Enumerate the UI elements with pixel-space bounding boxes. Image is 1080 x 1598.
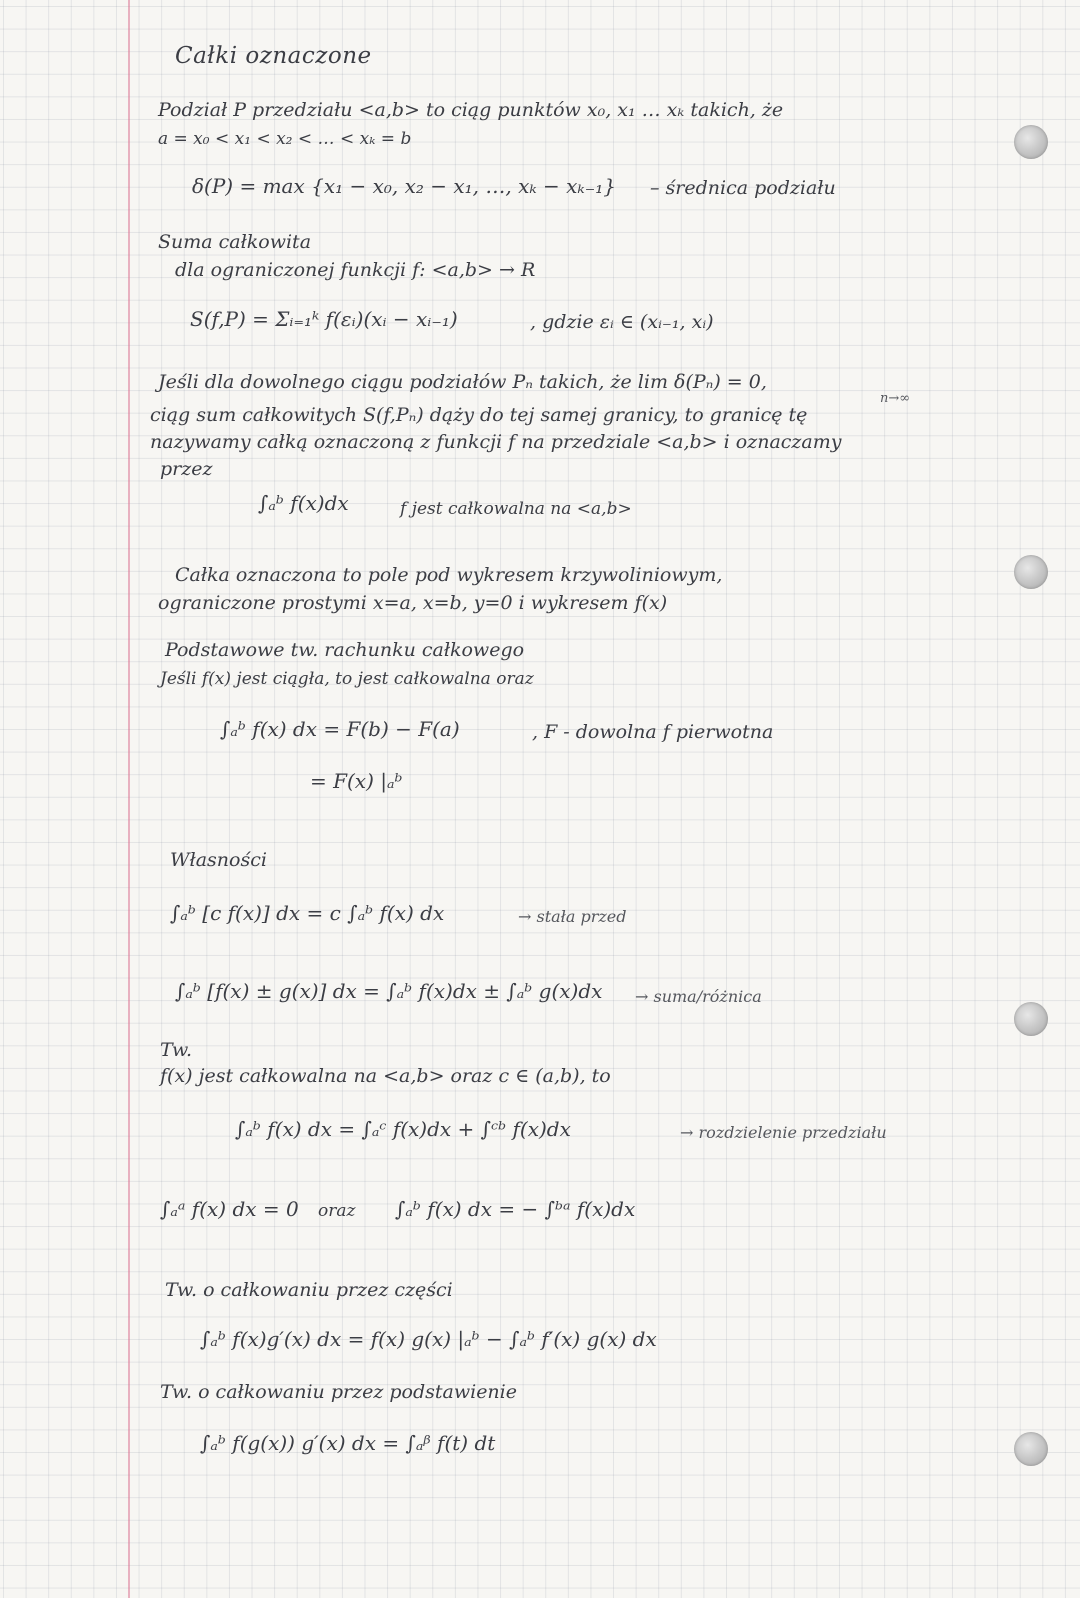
fundamental-theorem-heading: Podstawowe tw. rachunku całkowego bbox=[165, 639, 525, 661]
binder-hole bbox=[1014, 1432, 1048, 1466]
binder-hole bbox=[1014, 1002, 1048, 1036]
diameter-formula: δ(P) = max {x₁ − x₀, x₂ − x₁, …, xₖ − xₖ₋₁} bbox=[192, 174, 617, 198]
diameter-label: – średnica podziału bbox=[650, 177, 836, 199]
definition-line-2: ciąg sum całkowitych S(f,Pₙ) dąży do tej samej granicy, to granicę tę bbox=[150, 404, 808, 426]
properties-heading: Własności bbox=[170, 849, 267, 871]
property-sum-formula: ∫ₐᵇ [f(x) ± g(x)] dx = ∫ₐᵇ f(x)dx ± ∫ₐᵇ g(x)dx bbox=[175, 979, 603, 1003]
substitution-heading: Tw. o całkowaniu przez podstawienie bbox=[160, 1381, 517, 1403]
definition-line-3: nazywamy całką oznaczoną z funkcji f na przedziale <a,b> i oznaczamy bbox=[150, 431, 842, 453]
riemann-sum-heading: Suma całkowita bbox=[158, 231, 312, 253]
interval-split-note: → rozdzielenie przedziału bbox=[680, 1123, 887, 1142]
property-sum-note: → suma/różnica bbox=[635, 987, 762, 1006]
zero-width-formula: ∫ₐᵃ f(x) dx = 0 bbox=[160, 1197, 299, 1221]
fundamental-theorem-condition: Jeśli f(x) jest ciągła, to jest całkowalna oraz bbox=[160, 669, 534, 689]
definition-line-1: Jeśli dla dowolnego ciągu podziałów Pₙ takich, że lim δ(Pₙ) = 0, bbox=[158, 371, 767, 393]
property-constant-formula: ∫ₐᵇ [c f(x)] dx = c ∫ₐᵇ f(x) dx bbox=[170, 901, 445, 925]
riemann-sum-where: , gdzie εᵢ ∈ (xᵢ₋₁, xᵢ) bbox=[530, 311, 714, 333]
substitution-formula: ∫ₐᵇ f(g(x)) g′(x) dx = ∫ₐᵝ f(t) dt bbox=[200, 1431, 496, 1455]
definition-line-4: przez bbox=[160, 458, 213, 480]
area-interpretation-line-2: ograniczone prostymi x=a, x=b, y=0 i wykresem f(x) bbox=[158, 592, 668, 614]
integrable-note: f jest całkowalna na <a,b> bbox=[400, 499, 632, 519]
binder-hole bbox=[1014, 125, 1048, 159]
reversed-limits-formula: ∫ₐᵇ f(x) dx = − ∫ᵇᵃ f(x)dx bbox=[395, 1197, 636, 1221]
integration-by-parts-formula: ∫ₐᵇ f(x)g′(x) dx = f(x) g(x) |ₐᵇ − ∫ₐᵇ f′(x) g(x) dx bbox=[200, 1327, 657, 1351]
theorem-condition: f(x) jest całkowalna na <a,b> oraz c ∈ (a,b), to bbox=[160, 1065, 611, 1087]
page-title: Całki oznaczone bbox=[175, 43, 372, 69]
and-word: oraz bbox=[318, 1201, 356, 1221]
definition-limit-subscript: n→∞ bbox=[880, 391, 911, 406]
integral-notation: ∫ₐᵇ f(x)dx bbox=[258, 491, 349, 515]
riemann-sum-formula: S(f,P) = Σᵢ₌₁ᵏ f(εᵢ)(xᵢ − xᵢ₋₁) bbox=[190, 307, 458, 331]
partition-definition: Podział P przedziału <a,b> to ciąg punktów x₀, x₁ … xₖ takich, że bbox=[158, 99, 784, 121]
property-constant-note: → stała przed bbox=[518, 907, 627, 926]
fundamental-theorem-formula: ∫ₐᵇ f(x) dx = F(b) − F(a) bbox=[220, 717, 460, 741]
area-interpretation-line-1: Całka oznaczona to pole pod wykresem krzywoliniowym, bbox=[175, 564, 723, 586]
margin-line bbox=[128, 0, 130, 1598]
fundamental-theorem-evaluation: = F(x) |ₐᵇ bbox=[310, 769, 403, 793]
integration-by-parts-heading: Tw. o całkowaniu przez części bbox=[165, 1279, 453, 1301]
binder-hole bbox=[1014, 555, 1048, 589]
interval-split-formula: ∫ₐᵇ f(x) dx = ∫ₐᶜ f(x)dx + ∫ᶜᵇ f(x)dx bbox=[235, 1117, 571, 1141]
theorem-heading: Tw. bbox=[160, 1039, 193, 1061]
partition-inequality: a = x₀ < x₁ < x₂ < … < xₖ = b bbox=[158, 129, 412, 149]
riemann-sum-intro: dla ograniczonej funkcji f: <a,b> → R bbox=[175, 259, 536, 281]
fundamental-theorem-note: , F - dowolna f pierwotna bbox=[532, 721, 774, 743]
